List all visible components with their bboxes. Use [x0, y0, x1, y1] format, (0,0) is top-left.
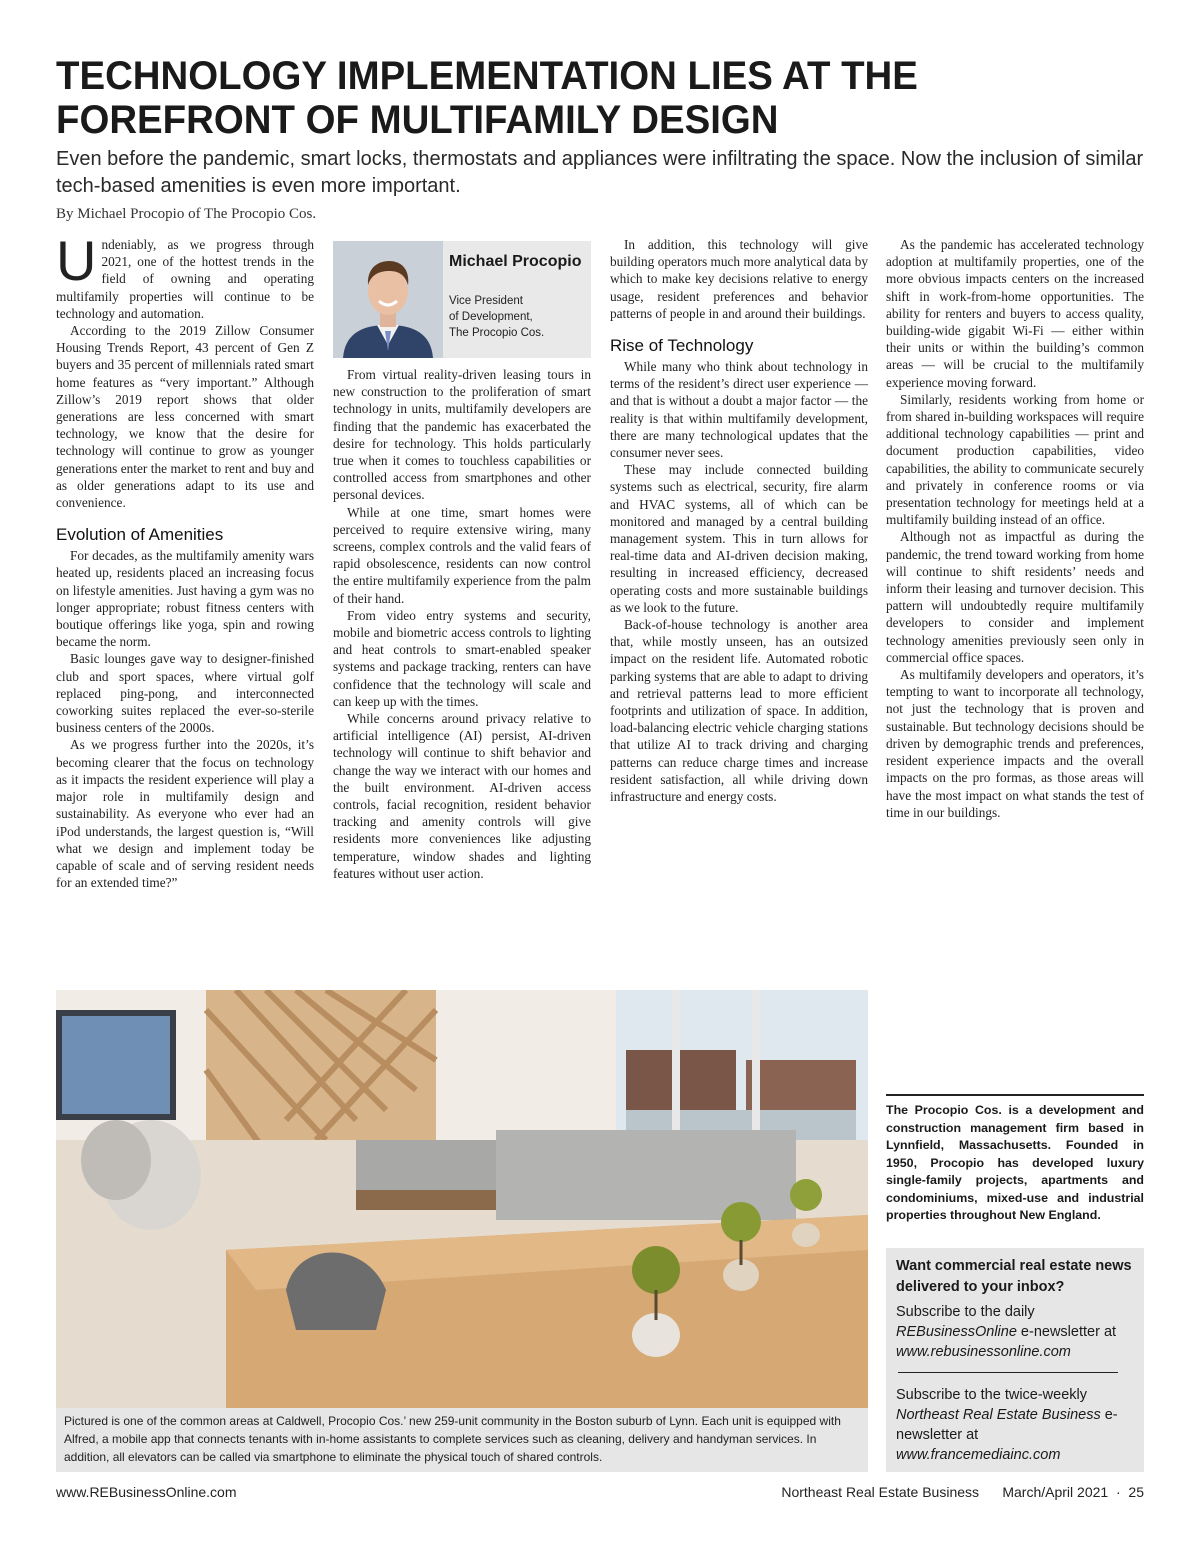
- paragraph: Back-of-house technology is another area that, while mostly unseen, has an outsized impact on the resident life. Automated robotic parking systems that are able to adapt to driving and retrieval patterns lead to more efficient footprints and utilization of space. In addition, load-balancing electric vehicle charging stations that utilize AI to track driving and charging patterns can reduce charge times and increase resident satisfaction, all while driving down infrastructure and energy costs.: [610, 617, 868, 805]
- paragraph: According to the 2019 Zillow Consumer Housing Trends Report, 43 percent of Gen Z buyers and 35 percent of millennials rated smart home features as “very important.” Although Zillow’s 2019 report shows that older generations are less concerned with smart technology, we know that the desire for technology will continue to grow as younger generations enter the market to rent and buy and as older generations adapt to its use and convenience.: [56, 323, 314, 511]
- paragraph: From virtual reality-driven leasing tours in new construction to the proliferation of smart technology in units, multifamily developers are finding that the pandemic has exacerbated the desire for technology. This holds particularly true when it comes to touchless capabilities or controlled access from smartphones and other personal devices.: [333, 367, 591, 503]
- author-photo: [333, 241, 443, 358]
- footer-separator: ·: [1115, 1484, 1121, 1500]
- page-number: 25: [1128, 1484, 1144, 1500]
- paragraph: As multifamily developers and operators, it’s tempting to want to incorporate all technology, not just the technology that is proven and sustainable. But technology decisions should be driven by demographic trends and preferences, resident experience impacts and the overall impacts on the pro formas, as those areas will have the most impact on what stands the test of time in our buildings.: [886, 667, 1144, 820]
- article-column-3: [610, 236, 868, 805]
- promo-weekly: Subscribe to the twice-weekly Northeast Real Estate Business e-newsletter at www.francemediainc.com: [896, 1387, 1118, 1463]
- article-column-4: [886, 236, 1144, 821]
- article-column-1: [56, 229, 314, 891]
- article-column-2: [333, 366, 591, 882]
- common-area-photo: [56, 990, 868, 1408]
- company-bio: The Procopio Cos. is a development and construction management firm based in Lynnfield, Massachusetts. Founded in 1950, Procopio has developed luxury single-family projects, apartments and condominiums, mixed-use and industrial properties throughout New England.: [886, 1094, 1144, 1225]
- author-box: [333, 241, 591, 358]
- headline: TECHNOLOGY IMPLEMENTATION LIES AT THE FOREFRONT OF MULTIFAMILY DESIGN: [56, 54, 918, 142]
- promo-heading: Want commercial real estate news delivered to your inbox?: [896, 1258, 1132, 1295]
- paragraph: In addition, this technology will give building operators much more analytical data by which to make key decisions relative to energy usage, resident preferences and behavior patterns of people in and around their buildings.: [610, 237, 868, 321]
- paragraph: Although not as impactful as during the pandemic, the trend toward working from home will continue to shift residents’ needs and inform their leasing and turnover decision. This pattern will undoubtedly require multifamily developers to consider and implement technology amenities previously seen only in commercial office spaces.: [886, 529, 1144, 665]
- paragraph: While at one time, smart homes were perceived to require extensive wiring, many screens, complex controls and the valid fears of rapid obsolescence, residents can now control the entire multifamily experience from the palm of their hand.: [333, 504, 591, 606]
- section-heading-rise: Rise of Technology: [610, 336, 754, 356]
- newsletter-promo: [886, 1248, 1144, 1472]
- photo-caption: Pictured is one of the common areas at Caldwell, Procopio Cos.’ new 259-unit community in the Boston suburb of Lynn. Each unit is equipped with Alfred, a mobile app that connects tenants with in-home assistants to complete services such as cleaning, delivery and handyman services. In addition, all elevators can be called via smartphone to eliminate the physical touch of shared controls.: [56, 1408, 868, 1472]
- drop-cap: U: [56, 229, 97, 292]
- footer-website: www.REBusinessOnline.com: [56, 1484, 237, 1500]
- paragraph: These may include connected building systems such as electrical, security, fire alarm and HVAC systems, all of which can be monitored and managed by a central building management system. This in turn allows for real-time data and AI-driven decision making, resulting in increased efficiency, decreased operating costs and more sustainable buildings as we look to the future.: [610, 462, 868, 615]
- paragraph: While many who think about technology in terms of the resident’s direct user experience — and that is without a doubt a major factor — the reality is that within multifamily development, there are many technological updates that the consumer never sees.: [610, 359, 868, 461]
- divider: [898, 1372, 1118, 1373]
- paragraph: As the pandemic has accelerated technology adoption at multifamily properties, one of the more obvious impacts centers on the increased shift in work-from-home opportunities. The ability for renters and buyers to access quality, building-wide gigabit Wi-Fi — either within their units or within the building’s common areas — will be crucial to the multifamily experience moving forward.: [886, 237, 1144, 390]
- paragraph: For decades, as the multifamily amenity wars heated up, residents placed an increasing focus on lifestyle amenities. Just having a gym was no longer appropriate; robust fitness centers with boutique offerings like yoga, spin and rowing became the norm.: [56, 548, 314, 650]
- paragraph: Basic lounges gave way to designer-finished club and sport spaces, where virtual golf replaced ping-pong, and interconnected coworking suites replaced the ever-so-sterile business centers of the 2000s.: [56, 651, 314, 736]
- paragraph: Similarly, residents working from home or from shared in-building workspaces will require additional technology capabilities — print and document production capabilities, video capabilities, the ability to communicate securely and privately in conference rooms or via presentation technology for meetings held at a multifamily building instead of an office.: [886, 391, 1144, 528]
- byline: By Michael Procopio of The Procopio Cos.: [56, 206, 317, 222]
- weekly-newsletter-link[interactable]: www.francemediainc.com: [896, 1447, 1061, 1463]
- author-title: Vice President of Development, The Procopio Cos.: [449, 295, 545, 339]
- promo-daily: Subscribe to the daily REBusinessOnline e-newsletter at www.rebusinessonline.com: [896, 1304, 1117, 1360]
- footer-folio: [781, 1484, 1144, 1500]
- deck-subtitle: Even before the pandemic, smart locks, thermostats and appliances were infiltrating the space. Now the inclusion of similar tech-based amenities is even more important.: [56, 148, 1144, 197]
- daily-newsletter-link[interactable]: www.rebusinessonline.com: [896, 1344, 1071, 1360]
- section-heading-evolution: Evolution of Amenities: [56, 525, 224, 545]
- paragraph: While concerns around privacy relative to artificial intelligence (AI) persist, AI-driven technology will continue to shift behavior and change the way we interact with our homes and the built environment. AI-driven access controls, facial recognition, resident behavior tracking and amenity controls will give residents more conveniences like adjusting temperature, window shades and lighting features without user action.: [333, 711, 591, 881]
- paragraph: As we progress further into the 2020s, it’s becoming clearer that the focus on technology as it impacts the resident experience will play a major role in multifamily design and sustainability. As everyone who ever had an iPod understands, the largest question is, “Will what we design and implement today be capable of scale and of serving resident needs for an extended time?”: [56, 737, 314, 891]
- paragraph: Undeniably, as we progress through 2021, one of the hottest trends in the field of owning and operating multifamily properties will continue to be technology and automation.: [56, 229, 314, 321]
- paragraph: From video entry systems and security, mobile and biometric access controls to lighting and heat controls to smart-enabled speaker systems and package tracking, renters can have confidence that the technology will scale and can keep up with the times.: [333, 607, 591, 709]
- author-name: Michael Procopio: [449, 253, 582, 270]
- footer-publication: Northeast Real Estate Business: [781, 1484, 980, 1500]
- footer-issue: March/April 2021: [1002, 1484, 1109, 1500]
